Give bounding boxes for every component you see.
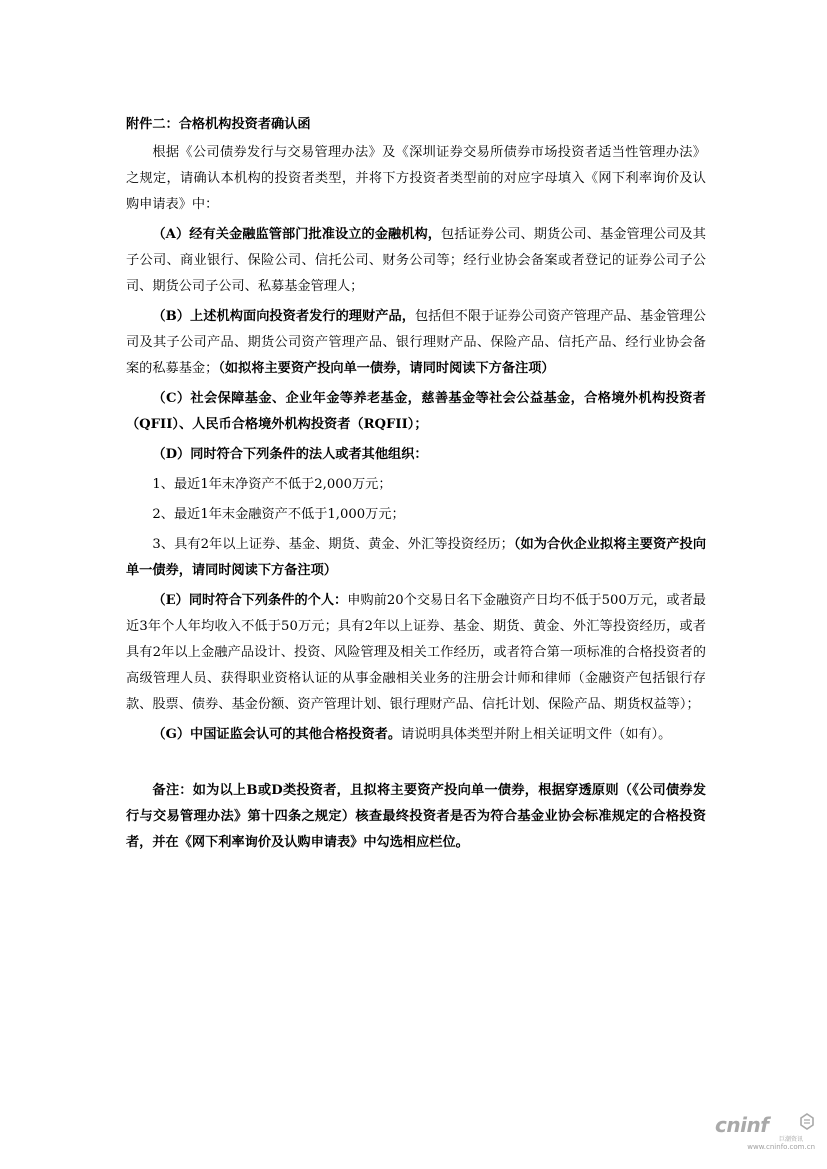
item-d-heading: （D）同时符合下列条件的法人或者其他组织：: [152, 447, 428, 462]
logo-wordmark: cninf: [715, 1113, 769, 1137]
item-d-condition-1: 1、最近1年末净资产不低于2,000万元；: [152, 477, 392, 492]
item-g: [126, 722, 706, 748]
item-a: [126, 222, 706, 300]
item-b: [126, 304, 706, 382]
page-title: 附件二：合格机构投资者确认函: [126, 117, 311, 132]
item-b-heading: （B）上述机构面向投资者发行的理财产品，: [152, 309, 415, 324]
item-e-heading: （E）同时符合下列条件的个人：: [152, 593, 348, 608]
item-c: [126, 386, 706, 438]
item-b-note: （如拟将主要资产投向单一债券，请同时阅读下方备注项）: [218, 361, 555, 376]
item-d-condition-3-note: （如为合伙企业拟将主要资产投向单一债券，请同时阅读下方备注项）: [126, 537, 707, 578]
note-paragraph: 备注：如为以上B或D类投资者，且拟将主要资产投向单一债券，根据穿透原则（《公司债券发行与交易管理办法》第十四条之规定）核查最终投资者是否为符合基金业协会标准规定的合格投资者，并在《网下利率询价及认购申请表》中勾选相应栏位。: [126, 783, 706, 850]
item-d-condition-3: [126, 532, 706, 584]
item-a-text: 包括证券公司、期货公司、基金管理公司及其子公司、商业银行、保险公司、信托公司、财务公司等；经行业协会备案或者登记的证券公司子公司、期货公司子公司、私募基金管理人；: [126, 227, 706, 294]
item-d-condition-3-text: 3、具有2年以上证券、基金、期货、黄金、外汇等投资经历；: [152, 537, 514, 552]
logo-subtitle: 巨潮资讯: [778, 1136, 803, 1143]
document-body: [126, 112, 706, 860]
item-d: [126, 442, 706, 468]
item-a-heading: （A）经有关金融监管部门批准设立的金融机构，: [152, 227, 441, 242]
item-g-heading: （G）中国证监会认可的其他合格投资者。: [152, 727, 402, 742]
item-e: [126, 588, 706, 718]
item-d-condition-2: 2、最近1年末金融资产不低于1,000万元；: [152, 507, 405, 522]
item-e-text: 申购前20个交易日名下金融资产日均不低于500万元，或者最近3年个人年均收入不低于50万元；具有2年以上证券、基金、期货、黄金、外汇等投资经历，或者具有2年以上金融产品设计、投资、风险管理及相关工作经历，或者符合第一项标准的合格投资者的高级管理人员、获得职业资格认证的从事金融相关业务的注册会计师和律师（金融资产包括银行存款、股票、债券、基金份额、资产管理计划、银行理财产品、信托计划、保险产品、期货权益等）；: [126, 593, 706, 712]
cninfo-mark-icon: [799, 1113, 815, 1131]
item-g-text: 请说明具体类型并附上相关证明文件（如有）。: [401, 727, 672, 742]
item-c-heading: （C）社会保障基金、企业年金等养老基金，慈善基金等社会公益基金，合格境外机构投资者（QFII）、人民币合格境外机构投资者（RQFII）；: [126, 391, 706, 432]
logo-url: www.cninfo.com.cn: [747, 1143, 815, 1151]
item-b-text: 包括但不限于证券公司资产管理产品、基金管理公司及其子公司产品、期货公司资产管理产品、银行理财产品、保险产品、信托产品、经行业协会备案的私募基金；: [126, 309, 706, 376]
intro-paragraph: 根据《公司债券发行与交易管理办法》及《深圳证券交易所债券市场投资者适当性管理办法》之规定，请确认本机构的投资者类型，并将下方投资者类型前的对应字母填入《网下利率询价及认购申请表》中：: [126, 145, 706, 212]
cninfo-logo: [715, 1113, 815, 1153]
